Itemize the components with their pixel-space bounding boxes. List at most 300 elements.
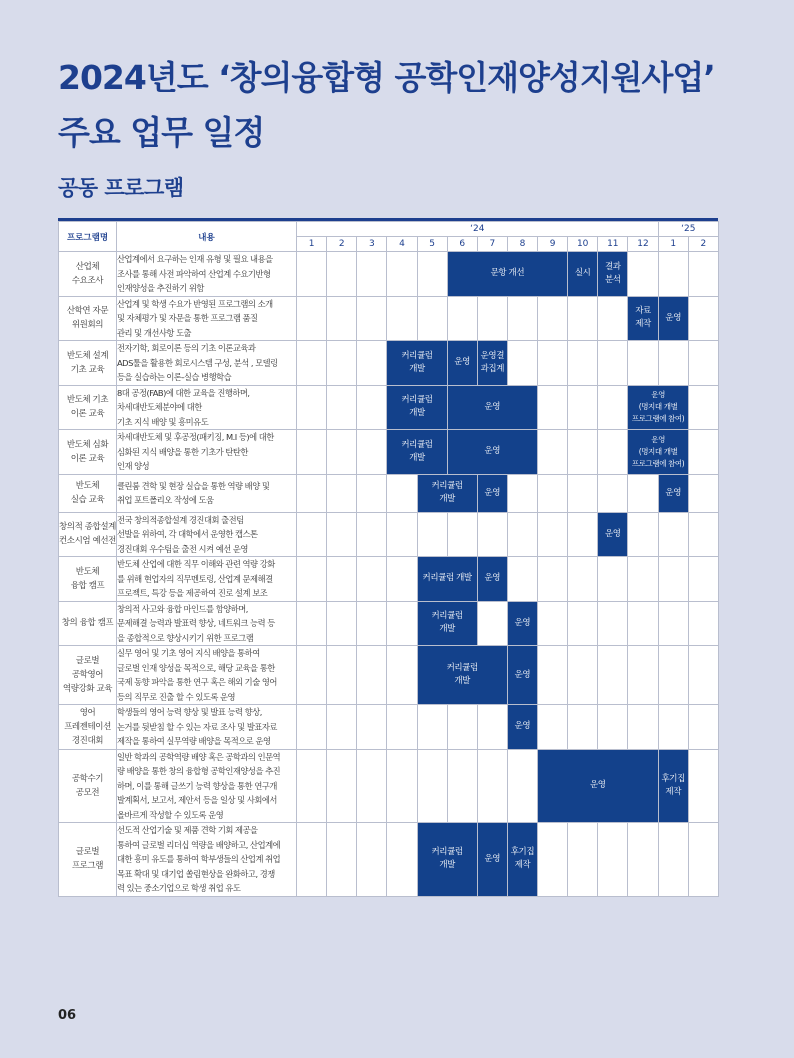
month-header: 9 — [538, 237, 568, 252]
schedule-bar-line: 운영 — [514, 721, 531, 732]
program-description-line: 등을 실습하는 이론-실습 병행학습 — [117, 372, 232, 382]
program-name — [59, 557, 117, 602]
month-cell — [598, 385, 628, 430]
month-cell — [658, 823, 688, 897]
table-row — [59, 749, 719, 823]
month-header: 2 — [327, 237, 357, 252]
program-name-line: 영어 — [79, 707, 96, 718]
month-cell — [327, 557, 357, 602]
program-name — [59, 252, 117, 297]
schedule-bar-line: 커리큘럼 — [431, 611, 463, 622]
schedule-bar — [417, 557, 477, 602]
program-name-line: 경진대회 — [71, 735, 104, 746]
column-header-program: 프로그램명 — [59, 222, 117, 252]
month-cell — [688, 341, 718, 386]
month-cell — [327, 296, 357, 341]
month-cell — [688, 296, 718, 341]
year-header-2024: ‘24 — [297, 222, 659, 237]
program-description-line: 통하여 글로벌 리더십 역량을 배양하고, 산업계에 — [117, 839, 281, 850]
month-cell — [387, 557, 417, 602]
month-cell — [568, 823, 598, 897]
month-cell — [568, 385, 598, 430]
schedule-bar-line: 커리큘럼 — [431, 847, 463, 858]
program-description-line: 제작을 통하여 실무역량 배양을 목적으로 운영 — [117, 736, 271, 746]
month-cell — [507, 341, 537, 386]
month-cell — [658, 341, 688, 386]
month-cell — [357, 512, 387, 557]
schedule-bar-line: 제작 — [665, 786, 682, 797]
schedule-bar-line: 개발 — [409, 452, 425, 463]
schedule-bar — [658, 296, 688, 341]
schedule-bar — [538, 749, 659, 823]
month-cell — [297, 474, 327, 512]
schedule-bar — [447, 430, 537, 475]
month-cell — [357, 646, 387, 705]
program-description-line: 국제 동향 파악을 통한 연구 혹은 해외 기술 영어 — [117, 677, 277, 687]
month-header: 5 — [417, 237, 447, 252]
month-cell — [688, 749, 718, 823]
program-description — [117, 474, 297, 512]
month-cell — [598, 474, 628, 512]
month-cell — [598, 341, 628, 386]
program-name — [59, 474, 117, 512]
program-name-line: 이론 교육 — [70, 409, 105, 420]
schedule-bar-line: 운영 — [514, 617, 531, 628]
month-cell — [327, 474, 357, 512]
month-cell — [297, 601, 327, 646]
month-cell — [628, 823, 658, 897]
schedule-bar-line: 후기집 — [510, 847, 535, 858]
month-cell — [598, 430, 628, 475]
month-cell — [417, 512, 447, 557]
program-description — [117, 341, 297, 386]
month-cell — [628, 341, 658, 386]
month-cell — [628, 252, 658, 297]
month-cell — [568, 705, 598, 750]
month-cell — [327, 823, 357, 897]
month-cell — [507, 749, 537, 823]
program-name-line: 이론 교육 — [70, 453, 105, 464]
program-description-line: 프로젝트, 특강 등을 제공하여 진로 설계 보조 — [117, 588, 268, 598]
month-cell — [357, 385, 387, 430]
program-description-line: 일반 학과의 공학역량 배양 혹은 공학과의 인문역 — [117, 751, 281, 762]
schedule-bar-line: 운영 — [484, 446, 501, 457]
schedule-bar-line: 과집계 — [480, 363, 505, 374]
program-name — [59, 512, 117, 557]
program-description-line: 을 종합적으로 향상시키기 위한 프로그램 — [117, 632, 254, 643]
program-description-line: 문제해결 능력과 발표력 향상, 네트워크 능력 등 — [117, 618, 275, 628]
program-description-line: 학생들의 영어 능력 향상 및 발표 능력 향상, — [117, 707, 262, 717]
schedule-bar — [628, 296, 658, 341]
program-description-line: 력 있는 중소기업으로 학생 취업 유도 — [117, 883, 241, 893]
schedule-bar — [507, 823, 537, 897]
month-cell — [387, 252, 417, 297]
program-name-line: 창의적 종합설계 — [59, 522, 116, 533]
program-description — [117, 512, 297, 557]
header-row-years — [59, 222, 719, 237]
month-cell — [688, 705, 718, 750]
schedule-bar-line: 개발 — [439, 494, 455, 504]
month-cell — [357, 705, 387, 750]
month-cell — [688, 385, 718, 430]
month-cell — [327, 512, 357, 557]
program-description — [117, 296, 297, 341]
program-description-line: 차세대반도체분야에 대한 — [117, 402, 202, 412]
program-name-line: 프레젠테이션 — [64, 721, 111, 732]
program-name-line: 공학영어 — [71, 670, 104, 680]
schedule-bar-line: 커리큘럼 — [401, 439, 433, 450]
program-name-line: 실습 교육 — [70, 495, 105, 505]
month-cell — [417, 252, 447, 297]
month-cell — [297, 296, 327, 341]
month-cell — [568, 557, 598, 602]
program-description-line: 관리 및 개선사항 도출 — [117, 327, 192, 338]
month-header: 8 — [507, 237, 537, 252]
table-row — [59, 430, 719, 475]
program-description — [117, 557, 297, 602]
program-name-line: 글로벌 — [75, 847, 100, 858]
month-cell — [297, 252, 327, 297]
program-name — [59, 705, 117, 750]
month-cell — [688, 512, 718, 557]
schedule-bar-line: 결과 — [605, 261, 621, 272]
table-row — [59, 341, 719, 386]
program-name-line: 글로벌 — [75, 656, 100, 666]
schedule-bar — [658, 749, 688, 823]
month-cell — [327, 646, 357, 705]
month-cell — [688, 601, 718, 646]
page-number: 06 — [58, 1008, 77, 1023]
schedule-bar-line: 커리큘럼 — [431, 481, 463, 491]
month-cell — [538, 430, 568, 475]
table-row — [59, 474, 719, 512]
section-heading: 공동 프로그램 — [58, 176, 184, 200]
schedule-table-body — [59, 222, 719, 897]
month-cell — [297, 341, 327, 386]
schedule-bar-line: 개발 — [409, 408, 425, 419]
schedule-bar-line: 운영 — [651, 434, 665, 444]
month-cell — [447, 705, 477, 750]
month-cell — [477, 749, 507, 823]
program-name-line: 반도체 기초 — [66, 395, 109, 406]
month-header: 1 — [658, 237, 688, 252]
program-name-line: 위원회의 — [71, 320, 104, 331]
program-name — [59, 341, 117, 386]
schedule-bar-line: 실시 — [574, 268, 591, 279]
schedule-bar-line: 개발 — [409, 363, 425, 374]
month-cell — [628, 646, 658, 705]
program-description-line: 발계획서, 보고서, 제안서 등을 일상 및 사회에서 — [117, 795, 277, 805]
month-cell — [297, 512, 327, 557]
month-cell — [507, 474, 537, 512]
program-description-line: 선발을 위하여, 각 대학에서 운영한 캡스톤 — [117, 529, 258, 539]
month-cell — [688, 823, 718, 897]
schedule-bar-line: 운영 — [484, 573, 501, 584]
month-header: 1 — [297, 237, 327, 252]
schedule-bar — [628, 385, 688, 430]
month-cell — [357, 252, 387, 297]
month-cell — [658, 705, 688, 750]
schedule-bar-line: 문항 개선 — [490, 268, 525, 279]
schedule-bar-line: 운영 — [484, 853, 501, 864]
schedule-bar — [598, 252, 628, 297]
month-cell — [327, 341, 357, 386]
schedule-table — [58, 221, 719, 897]
table-row — [59, 705, 719, 750]
month-cell — [297, 705, 327, 750]
schedule-bar — [447, 341, 477, 386]
month-cell — [628, 512, 658, 557]
program-name — [59, 646, 117, 705]
program-name-line: 융합 캠프 — [70, 580, 105, 591]
month-cell — [688, 430, 718, 475]
schedule-bar — [477, 557, 507, 602]
schedule-bar-line: 자료 — [635, 306, 651, 317]
month-cell — [538, 474, 568, 512]
month-cell — [538, 296, 568, 341]
program-description-line: 전자기학, 회로이론 등의 기초 이론교육과 — [117, 343, 256, 353]
schedule-bar — [417, 823, 477, 897]
month-cell — [598, 646, 628, 705]
schedule-bar — [477, 823, 507, 897]
schedule-bar — [417, 474, 477, 512]
program-description-line: 논거를 뒷받침 할 수 있는 자료 조사 및 발표자료 — [117, 721, 277, 732]
schedule-bar-line: 후기집 — [661, 773, 685, 784]
program-description — [117, 430, 297, 475]
month-cell — [538, 823, 568, 897]
schedule-bar — [507, 601, 537, 646]
schedule-bar-line: 프로그램에 참여) — [631, 414, 685, 424]
table-row — [59, 252, 719, 297]
program-description-line: 량 배양을 통한 창의 융합형 공학인재양성을 추진 — [117, 766, 281, 776]
program-name — [59, 385, 117, 430]
month-header: 7 — [477, 237, 507, 252]
program-description — [117, 385, 297, 430]
program-description-line: 경진대회 우수팀을 출전 시켜 예선 운영 — [117, 543, 248, 554]
program-description-line: 8대 공정(FAB)에 대한 교육을 진행하며, — [117, 387, 250, 398]
program-description-line: ADS툴을 활용한 회로시스템 구성, 분석 , 모델링 — [117, 357, 278, 368]
month-cell — [658, 646, 688, 705]
schedule-bar-line: 운영 — [665, 487, 682, 498]
schedule-bar-line: 운영 — [665, 312, 682, 323]
month-cell — [658, 512, 688, 557]
column-header-content: 내용 — [117, 222, 297, 252]
program-description-line: 대한 흥미 유도를 통하여 학부생들의 산업계 취업 — [117, 854, 281, 864]
program-name-line: 기초 교육 — [70, 364, 105, 375]
month-cell — [297, 557, 327, 602]
schedule-bar — [658, 474, 688, 512]
month-cell — [568, 474, 598, 512]
program-description — [117, 749, 297, 823]
page-title — [58, 50, 715, 160]
table-row — [59, 601, 719, 646]
month-header: 6 — [447, 237, 477, 252]
month-header: 4 — [387, 237, 417, 252]
month-cell — [688, 557, 718, 602]
month-cell — [598, 296, 628, 341]
schedule-bar — [507, 705, 537, 750]
program-description — [117, 705, 297, 750]
month-cell — [327, 705, 357, 750]
program-description-line: 및 자체평가 및 자문을 통한 프로그램 품질 — [117, 313, 258, 323]
month-cell — [688, 646, 718, 705]
schedule-bar-line: 운영 — [605, 528, 621, 539]
month-cell — [387, 705, 417, 750]
month-cell — [387, 296, 417, 341]
month-cell — [598, 557, 628, 602]
month-cell — [568, 430, 598, 475]
month-cell — [538, 385, 568, 430]
schedule-bar — [447, 252, 568, 297]
month-cell — [357, 296, 387, 341]
month-cell — [598, 705, 628, 750]
program-name-line: 반도체 심화 — [66, 439, 109, 450]
month-cell — [327, 601, 357, 646]
page-title-line-2: 주요 업무 일정 — [58, 113, 265, 152]
month-cell — [477, 601, 507, 646]
program-name-line: 창의 융합 캠프 — [61, 618, 114, 629]
schedule-bar — [507, 646, 537, 705]
schedule-bar-line: 커리큘럼 개발 — [422, 573, 472, 584]
month-cell — [628, 601, 658, 646]
month-cell — [417, 296, 447, 341]
schedule-bar-line: 제작 — [514, 860, 531, 871]
month-cell — [598, 823, 628, 897]
table-row — [59, 823, 719, 897]
month-cell — [327, 252, 357, 297]
month-cell — [357, 557, 387, 602]
month-cell — [568, 341, 598, 386]
page-title-line-1: 2024년도 ‘창의융합형 공학인재양성지원사업’ — [58, 58, 715, 97]
program-description-line: 차세대반도체 및 후공정(패키징, M.I 등)에 대한 — [117, 432, 274, 442]
schedule-bar-line: 운영 — [590, 780, 606, 791]
schedule-bar — [568, 252, 598, 297]
program-name — [59, 601, 117, 646]
month-cell — [598, 601, 628, 646]
month-cell — [357, 341, 387, 386]
program-description-line: 산업계에서 요구하는 인재 유형 및 필요 내용을 — [117, 254, 273, 264]
program-description-line: 취업 포트폴리오 작성에 도움 — [117, 495, 214, 505]
month-cell — [538, 646, 568, 705]
schedule-bar-line: 개발 — [454, 676, 470, 686]
month-cell — [447, 296, 477, 341]
schedule-bar-line: 운영결 — [480, 350, 505, 361]
month-cell — [327, 430, 357, 475]
schedule-bar — [417, 601, 477, 646]
year-header-2025: ‘25 — [658, 222, 718, 237]
month-cell — [357, 601, 387, 646]
month-cell — [688, 474, 718, 512]
schedule-bar-line: (명지대 개별 — [638, 446, 678, 456]
schedule-bar — [628, 430, 688, 475]
schedule-bar-line: 운영 — [484, 487, 501, 498]
program-description-line: 선도적 산업기술 및 제품 견학 기회 제공을 — [117, 825, 258, 835]
program-description-line: 인재양성을 추진하기 위함 — [117, 283, 204, 293]
program-description — [117, 823, 297, 897]
month-cell — [628, 474, 658, 512]
table-row — [59, 557, 719, 602]
month-header: 11 — [598, 237, 628, 252]
month-cell — [297, 646, 327, 705]
month-cell — [357, 430, 387, 475]
schedule-bar — [477, 474, 507, 512]
month-cell — [357, 749, 387, 823]
program-description-line: 목표 확대 및 대기업 쏠림현상을 완화하고, 경쟁 — [117, 868, 275, 879]
program-name — [59, 296, 117, 341]
month-cell — [538, 601, 568, 646]
month-cell — [327, 749, 357, 823]
program-description — [117, 252, 297, 297]
program-description-line: 인재 양성 — [117, 461, 150, 471]
schedule-bar-line: 프로그램에 참여) — [631, 458, 685, 468]
month-cell — [628, 705, 658, 750]
program-description-line: 클린룸 견학 및 현장 실습을 통한 역량 배양 및 — [117, 480, 270, 491]
month-cell — [387, 646, 417, 705]
schedule-bar — [447, 385, 537, 430]
month-cell — [357, 823, 387, 897]
month-cell — [297, 430, 327, 475]
program-description-line: 반도체 산업에 대한 직무 이해와 관련 역량 강화 — [117, 559, 275, 569]
program-name-line: 공학수기 — [71, 773, 104, 784]
month-cell — [327, 385, 357, 430]
month-cell — [658, 601, 688, 646]
month-cell — [538, 557, 568, 602]
schedule-bar-line: 운영 — [484, 401, 501, 412]
program-name-line: 컨소시엄 예선전 — [59, 536, 116, 547]
month-cell — [417, 749, 447, 823]
program-name-line: 역량강화 교육 — [62, 684, 113, 694]
schedule-bar-line: 개발 — [439, 624, 455, 635]
program-description-line: 심화된 지식 배양을 통한 기초가 탄탄한 — [117, 446, 248, 457]
program-name-line: 반도체 — [75, 481, 100, 491]
month-cell — [447, 749, 477, 823]
month-cell — [568, 512, 598, 557]
schedule-bar-line: 개발 — [439, 860, 455, 871]
month-cell — [447, 512, 477, 557]
month-cell — [538, 341, 568, 386]
program-description-line: 창의적 사고와 융합 마인드를 함양하며, — [117, 603, 248, 614]
month-cell — [387, 512, 417, 557]
schedule-bar — [387, 430, 447, 475]
program-description — [117, 601, 297, 646]
program-name-line: 산학연 자문 — [66, 306, 109, 317]
program-name-line: 산업체 — [75, 261, 100, 272]
table-row — [59, 385, 719, 430]
month-cell — [658, 252, 688, 297]
month-cell — [387, 823, 417, 897]
month-cell — [568, 296, 598, 341]
month-cell — [297, 823, 327, 897]
month-cell — [507, 512, 537, 557]
schedule-bar-line: 분석 — [605, 274, 621, 285]
month-cell — [538, 512, 568, 557]
month-cell — [387, 474, 417, 512]
month-cell — [688, 252, 718, 297]
program-name — [59, 430, 117, 475]
schedule-bar-line: (명지대 개별 — [638, 402, 678, 412]
schedule-bar-line: 커리큘럼 — [401, 350, 433, 361]
month-cell — [477, 296, 507, 341]
program-description-line: 기초 지식 배양 및 흥미유도 — [117, 416, 209, 427]
schedule-bar-line: 커리큘럼 — [446, 663, 478, 673]
program-name-line: 반도체 설계 — [66, 350, 109, 361]
table-row — [59, 512, 719, 557]
program-description-line: 등의 직무로 진출 할 수 있도록 운영 — [117, 691, 236, 702]
month-cell — [568, 646, 598, 705]
schedule-bar-line: 운영 — [454, 357, 470, 368]
program-description — [117, 646, 297, 705]
month-header: 3 — [357, 237, 387, 252]
